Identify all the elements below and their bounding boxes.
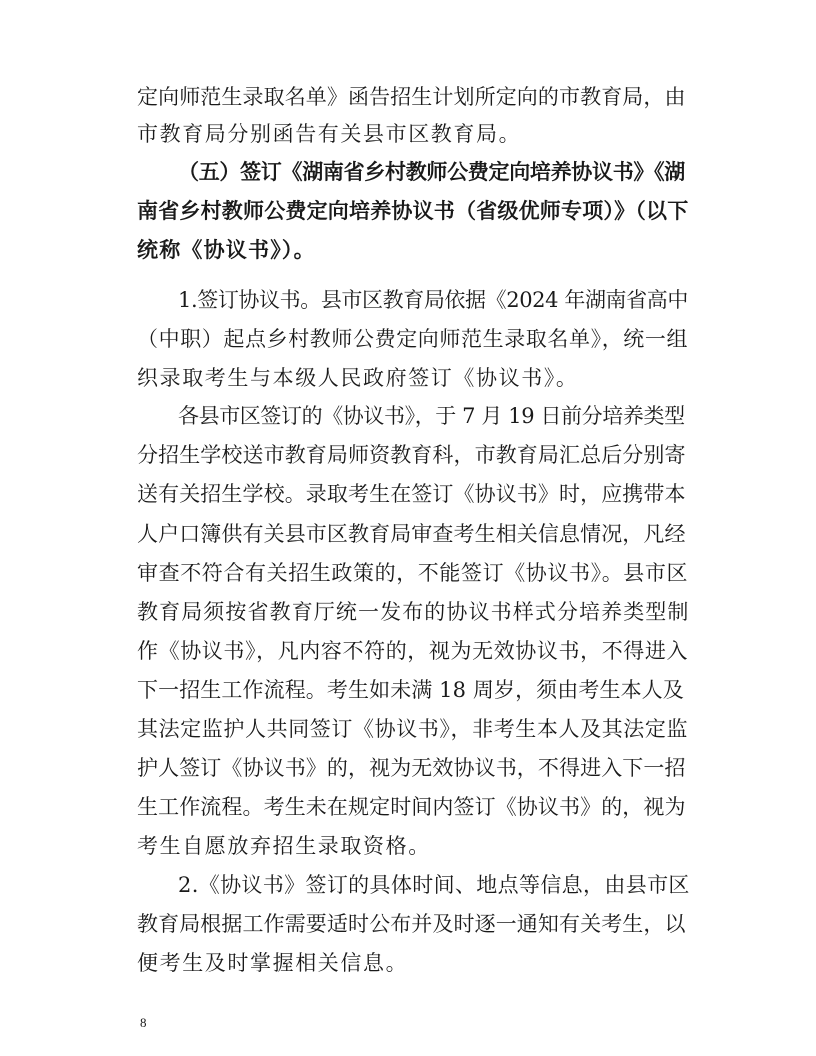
body-line: 护人签订《协议书》的，视为无效协议书，不得进入下一招 [137, 756, 686, 780]
body-line: （中职）起点乡村教师公费定向师范生录取名单》，统一组 [137, 327, 689, 351]
body-line: 送有关招生学校。录取考生在签订《协议书》时，应携带本 [137, 482, 686, 506]
body-line: 便考生及时掌握相关信息。 [137, 951, 409, 975]
section-heading-line: 统称《协议书》）。 [137, 238, 316, 262]
body-line: 市教育局分别函告有关县市区教育局。 [137, 122, 522, 146]
body-line: 生工作流程。考生未在规定时间内签订《协议书》的，视为 [137, 795, 686, 819]
body-line: 各县市区签订的《协议书》，于 7 月 19 日前分培养类型 [178, 404, 685, 428]
body-line: 下一招生工作流程。考生如未满 18 周岁，须由考生本人及 [137, 678, 684, 702]
body-line: 审查不符合有关招生政策的，不能签订《协议书》。县市区 [137, 561, 689, 585]
body-line: 作《协议书》，凡内容不符的，视为无效协议书，不得进入 [137, 639, 689, 663]
section-heading-line: 南省乡村教师公费定向培养协议书（省级优师专项）》（以下 [137, 199, 689, 223]
section-heading-line: （五）签订《湖南省乡村教师公费定向培养协议书》《湖 [178, 160, 685, 184]
body-line: 教育局须按省教育厅统一发布的协议书样式分培养类型制 [137, 600, 690, 624]
body-line: 定向师范生录取名单》函告招生计划所定向的市教育局，由 [137, 85, 686, 109]
body-line: 2.《协议书》签订的具体时间、地点等信息，由县市区 [178, 873, 690, 897]
body-line: 人户口簿供有关县市区教育局审查考生相关信息情况，凡经 [137, 522, 686, 546]
body-line: 1.签订协议书。县市区教育局依据《2024 年湖南省高中 [178, 288, 688, 312]
body-line: 织录取考生与本级人民政府签订《协议书》。 [137, 366, 579, 390]
body-line: 考生自愿放弃招生录取资格。 [137, 834, 431, 858]
body-line: 分招生学校送市教育局师资教育科，市教育局汇总后分别寄 [137, 443, 686, 467]
body-line: 教育局根据工作需要适时公布并及时逐一通知有关考生，以 [137, 912, 686, 936]
body-line: 其法定监护人共同签订《协议书》，非考生本人及其法定监 [137, 717, 689, 741]
page-number: 8 [140, 1015, 147, 1030]
